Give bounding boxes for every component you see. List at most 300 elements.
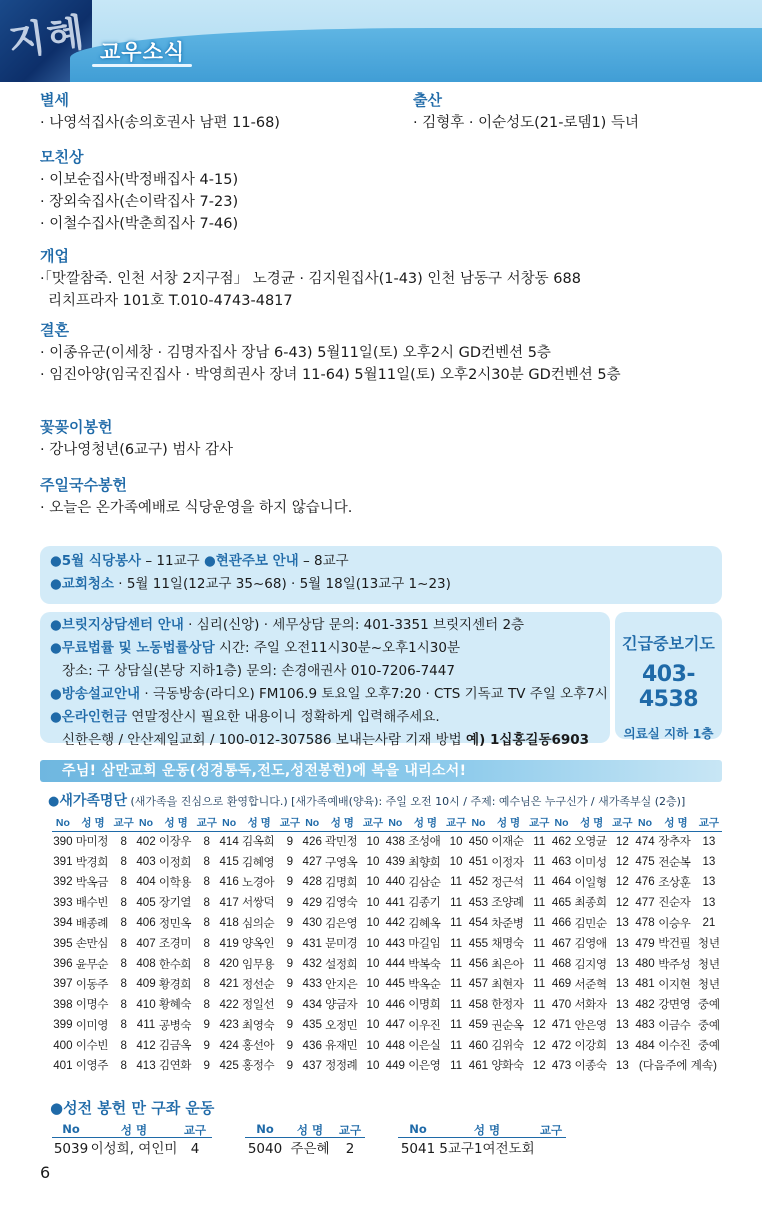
header-no: No bbox=[468, 815, 490, 831]
cell-parish: 10 bbox=[366, 1038, 380, 1052]
header-name: 성 명 bbox=[489, 815, 527, 831]
cell-no: 407 bbox=[136, 936, 156, 950]
cell-name: 손만심 bbox=[75, 937, 108, 951]
cell-parish: 13 bbox=[615, 1058, 629, 1072]
header-name: 성 명 bbox=[120, 1123, 148, 1137]
notice-row bbox=[50, 550, 712, 573]
cell-parish: 8 bbox=[120, 895, 127, 909]
notice-title: 현관주보 안내 bbox=[215, 553, 299, 569]
cell-no: 392 bbox=[53, 875, 73, 889]
page-number: 6 bbox=[40, 1163, 51, 1182]
cell-name: 설정희 bbox=[325, 957, 358, 971]
cell-name: 전순복 bbox=[658, 855, 691, 869]
cell-no: 480 bbox=[635, 957, 655, 971]
cell-name: 김지영 bbox=[574, 957, 607, 971]
cell-name: 박건필 bbox=[658, 937, 691, 951]
cell-name: 이재순 bbox=[491, 835, 524, 849]
cell-no: 428 bbox=[302, 875, 322, 889]
table-row bbox=[52, 974, 722, 994]
cell-parish: 9 bbox=[286, 1058, 294, 1072]
cell-parish: 8 bbox=[120, 855, 127, 869]
header-name: 성 명 bbox=[74, 815, 112, 831]
cell-parish: 9 bbox=[286, 997, 294, 1011]
cell-parish: 12 bbox=[615, 834, 629, 848]
notice-title: 무료법률 및 노동법률상담 bbox=[61, 640, 215, 656]
cell-parish: 13 bbox=[615, 977, 629, 991]
cell-name: 홍선아 bbox=[242, 1039, 275, 1053]
cell-name: 정일선 bbox=[242, 998, 275, 1012]
cell-parish: 9 bbox=[286, 1038, 294, 1052]
header-name: 성 명 bbox=[296, 1123, 324, 1137]
section-title: 개업 bbox=[40, 247, 69, 265]
cell-no: 461 bbox=[468, 1058, 489, 1072]
cell-parish: 12 bbox=[615, 895, 629, 909]
cell-no: 459 bbox=[468, 1018, 489, 1032]
cell-parish: 9 bbox=[286, 855, 294, 869]
cell-no: 412 bbox=[136, 1038, 156, 1052]
cell-name: 김명희 bbox=[325, 875, 358, 889]
cell-parish: 8 bbox=[120, 1038, 127, 1052]
cell-no: 424 bbox=[219, 1038, 239, 1052]
prayer-banner bbox=[40, 760, 722, 782]
cell-name: 이동주 bbox=[75, 977, 108, 991]
cell-name: 김금옥 bbox=[158, 1039, 192, 1053]
newfamily-info: [새가족예배(양육): 주일 오전 10시 / 주제: 예수님은 누구신가 / 새가족부실 (2층)] bbox=[287, 795, 686, 808]
cell-name: 김옥희 bbox=[242, 835, 275, 849]
bullet-icon: ● bbox=[50, 576, 62, 592]
newfamily-heading bbox=[48, 790, 685, 810]
cell-parish: 9 bbox=[286, 977, 294, 991]
cell-no: 478 bbox=[635, 916, 655, 930]
header-no: No bbox=[634, 815, 656, 831]
cell-name: 노경아 bbox=[242, 875, 275, 889]
header-name: 성 명 bbox=[656, 815, 696, 831]
cell-no: 458 bbox=[468, 997, 489, 1011]
cell-name: 윤무순 bbox=[75, 957, 108, 971]
cell-no: 5040 bbox=[247, 1141, 283, 1157]
cell-parish: 10 bbox=[366, 916, 380, 930]
section-title: 주일국수봉헌 bbox=[40, 476, 127, 494]
cell-name: 이미영 bbox=[75, 1018, 108, 1032]
cell-parish: 11 bbox=[533, 916, 546, 930]
banner-text: 주님! 삼만교회 운동(성경통독,전도,성전봉헌)에 복을 내리소서! bbox=[62, 763, 467, 779]
cell-name: 이수빈 bbox=[75, 1039, 108, 1053]
cell-name: 이은영 bbox=[408, 1059, 441, 1073]
cell-name: 장추자 bbox=[658, 835, 691, 849]
header-parish: 교구 bbox=[338, 1123, 362, 1137]
cell-name: 박경희 bbox=[75, 855, 108, 869]
cell-parish: 8 bbox=[120, 936, 127, 950]
cell-name: 최영숙 bbox=[242, 1018, 275, 1032]
cell-no: 5041 bbox=[400, 1141, 436, 1157]
cell-name: 강면영 bbox=[658, 998, 691, 1012]
list-item: · 김형후 · 이순성도(21-로뎀1) 득녀 bbox=[413, 115, 639, 131]
cell-name: 진순자 bbox=[658, 896, 691, 910]
cell-name: 이은실 bbox=[408, 1039, 441, 1053]
cell-parish: 8 bbox=[120, 1058, 127, 1072]
bible-title: ●성전 봉헌 만 구좌 운동 bbox=[50, 1099, 215, 1117]
cell-parish: 12 bbox=[532, 1058, 546, 1072]
cell-name: 양금자 bbox=[325, 998, 358, 1012]
list-item: · 장외숙집사(손이락집사 7-23) bbox=[40, 194, 239, 210]
cell-parish: 9 bbox=[203, 1058, 210, 1072]
cell-name: 배종례 bbox=[75, 916, 108, 930]
header-no: No bbox=[551, 815, 573, 831]
cell-name: 이정희 bbox=[158, 855, 192, 869]
section-title: 모친상 bbox=[40, 148, 84, 166]
cell-name: 임무용 bbox=[242, 957, 275, 971]
cell-no: 416 bbox=[219, 875, 239, 889]
cell-no: 456 bbox=[468, 957, 489, 971]
cell-no: 453 bbox=[468, 895, 489, 909]
cell-no: 410 bbox=[136, 997, 156, 1011]
cell-parish: 11 bbox=[533, 855, 546, 869]
notice-example: 예) 1십홍길동6903 bbox=[466, 732, 590, 748]
notice-value: 연말정산시 필요한 내용이니 정확하게 입력해주세요. bbox=[127, 709, 440, 725]
header-name: 성 명 bbox=[323, 815, 361, 831]
cell-name: 이강희 bbox=[574, 1039, 607, 1053]
section-title: 출산 bbox=[413, 91, 442, 109]
cell-parish: 8 bbox=[203, 834, 210, 848]
cell-parish: 11 bbox=[450, 1018, 463, 1032]
notice-box-service bbox=[40, 546, 722, 604]
cell-name: 공병숙 bbox=[158, 1018, 192, 1032]
cell-no: 441 bbox=[385, 895, 405, 909]
bullet-icon: ● bbox=[50, 617, 62, 633]
cell-no: 398 bbox=[53, 997, 73, 1011]
cell-no: 483 bbox=[635, 1018, 655, 1032]
cell-parish: 10 bbox=[366, 895, 380, 909]
cell-name: 조상훈 bbox=[658, 875, 691, 889]
cell-name: 유재민 bbox=[325, 1039, 358, 1053]
cell-name: 서쌍덕 bbox=[242, 896, 275, 910]
bible-row bbox=[52, 1138, 212, 1160]
cell-parish: 9 bbox=[286, 936, 294, 950]
cell-name: 정정례 bbox=[325, 1059, 358, 1073]
cell-no: 437 bbox=[302, 1058, 322, 1072]
cell-parish: 8 bbox=[120, 916, 127, 930]
cell-no: 471 bbox=[551, 1018, 572, 1032]
list-item: 리치프라자 101호 T.010-4743-4817 bbox=[48, 293, 293, 309]
cell-name: 조성애 bbox=[408, 835, 441, 849]
cell-no: 475 bbox=[635, 855, 655, 869]
cell-name: 박주성 bbox=[658, 957, 691, 971]
cell-name: 최종희 bbox=[574, 896, 607, 910]
notice-box-info bbox=[40, 612, 610, 748]
section-flower bbox=[40, 415, 233, 461]
header-no: No bbox=[135, 815, 157, 831]
cell-no: 474 bbox=[635, 834, 655, 848]
cell-name: 곽민정 bbox=[325, 835, 358, 849]
cell-no: 390 bbox=[53, 834, 73, 848]
cell-no: 462 bbox=[551, 834, 572, 848]
cell-parish: 12 bbox=[615, 875, 629, 889]
bullet-icon: ● bbox=[203, 553, 216, 569]
cell-no: 5039 bbox=[53, 1141, 89, 1157]
section-title: 꽃꽂이봉헌 bbox=[40, 418, 113, 436]
cell-no: 469 bbox=[551, 977, 572, 991]
header-name: 성 명 bbox=[240, 815, 278, 831]
cell-parish: 13 bbox=[615, 957, 629, 971]
cell-name: 오영균 bbox=[574, 835, 607, 849]
cell-parish: 8 bbox=[120, 834, 127, 848]
cell-parish: 9 bbox=[286, 1018, 294, 1032]
cell-name: 안은영 bbox=[574, 1018, 607, 1032]
bullet-icon: ● bbox=[50, 686, 62, 702]
header-no: No bbox=[256, 1122, 274, 1136]
cell-parish: 8 bbox=[203, 895, 210, 909]
cell-no: 440 bbox=[385, 875, 405, 889]
cell-no: 420 bbox=[219, 957, 239, 971]
cell-parish: 8 bbox=[203, 855, 210, 869]
cell-no: 408 bbox=[136, 957, 156, 971]
cell-parish: 중예 bbox=[697, 1018, 721, 1032]
cell-no: 391 bbox=[53, 855, 73, 869]
list-item: · 이철수집사(박춘희집사 7-46) bbox=[40, 216, 239, 232]
notice-row bbox=[50, 706, 600, 729]
cell-parish: 9 bbox=[286, 957, 294, 971]
cell-no: 460 bbox=[468, 1038, 489, 1052]
cell-no: 397 bbox=[53, 977, 73, 991]
cell-name: 오정민 bbox=[325, 1018, 358, 1032]
cell-no: 465 bbox=[551, 895, 572, 909]
cell-name: 마미정 bbox=[75, 835, 108, 849]
cell-parish: 8 bbox=[203, 875, 210, 889]
notice-row bbox=[50, 683, 608, 706]
newfamily-subtitle: (새가족을 진심으로 환영합니다.) bbox=[126, 795, 288, 808]
cell-parish: 13 bbox=[615, 916, 629, 930]
cell-parish: 10 bbox=[366, 936, 380, 950]
cell-name: 이성희, 여인미 bbox=[90, 1141, 178, 1157]
cell-name: 이지현 bbox=[658, 977, 691, 991]
cell-no: 463 bbox=[551, 855, 572, 869]
cell-parish: 11 bbox=[533, 834, 546, 848]
cell-name: 구영옥 bbox=[325, 855, 358, 869]
cell-name: 김종기 bbox=[408, 896, 441, 910]
emergency-label: 긴급중보기도 bbox=[622, 634, 715, 653]
cell-no: 442 bbox=[385, 916, 405, 930]
cell-name: 한수희 bbox=[158, 957, 192, 971]
cell-no: 435 bbox=[302, 1018, 322, 1032]
cell-parish: 13 bbox=[615, 1038, 629, 1052]
cell-no: 414 bbox=[219, 834, 239, 848]
cell-no: 451 bbox=[468, 855, 489, 869]
cell-parish: 13 bbox=[615, 997, 629, 1011]
cell-parish: 8 bbox=[203, 997, 210, 1011]
cell-no: 413 bbox=[136, 1058, 156, 1072]
notice-row bbox=[50, 729, 600, 752]
bullet-icon: ● bbox=[50, 640, 62, 656]
table-header-row bbox=[52, 815, 722, 831]
cell-parish: 8 bbox=[203, 977, 210, 991]
bible-header bbox=[398, 1122, 566, 1138]
section-mochin bbox=[40, 145, 238, 235]
cell-name: 마길임 bbox=[408, 937, 441, 951]
cell-no: 409 bbox=[136, 977, 156, 991]
table-row bbox=[52, 872, 722, 892]
cell-name: 한정자 bbox=[491, 998, 524, 1012]
list-item: · 나영석집사(송의호권사 남편 11-68) bbox=[40, 115, 280, 131]
section-byeolse bbox=[40, 88, 280, 134]
cell-parish: 10 bbox=[366, 1018, 380, 1032]
page-title: 교우소식 bbox=[100, 40, 186, 64]
cell-name: 김삼순 bbox=[408, 875, 441, 889]
cell-parish: 11 bbox=[533, 936, 546, 950]
header-no: No bbox=[62, 1122, 80, 1136]
cell-no: 438 bbox=[385, 834, 405, 848]
cell-name: 정근석 bbox=[491, 875, 524, 889]
bullet-icon: ● bbox=[50, 709, 62, 725]
cell-no: 405 bbox=[136, 895, 156, 909]
cell-no: 448 bbox=[385, 1038, 405, 1052]
cell-no: 419 bbox=[219, 936, 239, 950]
cell-parish: 중예 bbox=[697, 998, 721, 1012]
cell-name: 박옥순 bbox=[408, 977, 441, 991]
bullet-icon: ● bbox=[48, 794, 60, 809]
header-name: 성 명 bbox=[406, 815, 444, 831]
cell-parish: 11 bbox=[533, 875, 546, 889]
cell-name: 주은혜 bbox=[290, 1141, 330, 1157]
cell-name: 최현자 bbox=[491, 977, 524, 991]
header-no: No bbox=[384, 815, 406, 831]
cell-parish: 10 bbox=[366, 997, 380, 1011]
cell-parish: 9 bbox=[286, 916, 294, 930]
notice-row bbox=[50, 573, 712, 596]
notice-value: · 극동방송(라디오) FM106.9 토요일 오후7:20 · CTS 기독교 TV 주일 오후7시 bbox=[140, 686, 608, 702]
cell-name: 김은영 bbox=[325, 916, 358, 930]
cell-name: 김영애 bbox=[574, 937, 607, 951]
header-no: No bbox=[409, 1122, 427, 1136]
cell-parish: 21 bbox=[702, 916, 716, 930]
table-row bbox=[52, 831, 722, 851]
cell-name: 이명희 bbox=[408, 998, 441, 1012]
cell-name: 이종숙 bbox=[574, 1059, 607, 1073]
cell-parish bbox=[536, 1138, 566, 1160]
notice-title: 방송설교안내 bbox=[61, 686, 141, 702]
cell-parish: 13 bbox=[702, 834, 716, 848]
bible-header bbox=[245, 1122, 365, 1138]
cell-parish: 8 bbox=[120, 997, 127, 1011]
cell-no: 479 bbox=[635, 936, 655, 950]
cell-no: 449 bbox=[385, 1058, 405, 1072]
cell-no: 482 bbox=[635, 997, 655, 1011]
cell-name: 심의순 bbox=[242, 916, 275, 930]
cell-name: 황경희 bbox=[158, 977, 192, 991]
list-item: · 이보순집사(박정배집사 4-15) bbox=[40, 172, 239, 188]
cell-name: 김혜영 bbox=[242, 855, 275, 869]
cell-parish: 2 bbox=[345, 1141, 355, 1157]
cell-no: 466 bbox=[551, 916, 572, 930]
cell-no: 430 bbox=[302, 916, 322, 930]
cell-no: 404 bbox=[136, 875, 156, 889]
cell-no: 436 bbox=[302, 1038, 322, 1052]
cell-parish: 9 bbox=[286, 895, 294, 909]
newfamily-title: 새가족명단 bbox=[59, 793, 127, 809]
continued-note: (다음주에 계속) bbox=[638, 1059, 717, 1073]
bible-row bbox=[398, 1138, 566, 1160]
cell-no: 464 bbox=[551, 875, 572, 889]
cell-parish: 11 bbox=[533, 977, 546, 991]
cell-parish: 11 bbox=[450, 997, 463, 1011]
newfamily-table bbox=[52, 815, 722, 1076]
header-no: No bbox=[52, 815, 74, 831]
cell-no: 429 bbox=[302, 895, 322, 909]
cell-parish: 10 bbox=[366, 855, 380, 869]
book-label: 지혜 bbox=[5, 8, 89, 65]
cell-no: 427 bbox=[302, 855, 322, 869]
cell-name: 최은아 bbox=[491, 957, 524, 971]
header-parish: 교구 bbox=[539, 1123, 563, 1137]
cell-name: 김혜옥 bbox=[408, 916, 441, 930]
cell-no: 423 bbox=[219, 1018, 239, 1032]
section-gyeolhon bbox=[40, 318, 621, 386]
cell-name: 김연화 bbox=[158, 1059, 192, 1073]
cell-parish: 8 bbox=[120, 1018, 127, 1032]
cell-no: 468 bbox=[551, 957, 572, 971]
cell-name: 양옥인 bbox=[242, 937, 275, 951]
cell-name: 이학용 bbox=[158, 875, 192, 889]
cell-parish: 중예 bbox=[697, 1039, 721, 1053]
cell-parish: 10 bbox=[366, 1058, 380, 1072]
notice-title: 교회청소 bbox=[61, 576, 114, 592]
emergency-location: 의료실 지하 1층 bbox=[623, 726, 714, 741]
table-row bbox=[52, 953, 722, 973]
list-item: · 강나영청년(6교구) 범사 감사 bbox=[40, 442, 234, 458]
cell-no: 400 bbox=[53, 1038, 73, 1052]
cell-name: 홍정수 bbox=[242, 1059, 275, 1073]
cell-no: 472 bbox=[551, 1038, 572, 1052]
section-title: 별세 bbox=[40, 91, 69, 109]
cell-parish: 4 bbox=[190, 1141, 200, 1157]
header-no: No bbox=[301, 815, 323, 831]
notice-row: 장소: 구 상담실(본당 지하1층) 문의: 손경애권사 010-7206-7447 bbox=[62, 663, 455, 679]
cell-no: 439 bbox=[385, 855, 405, 869]
cell-name: 최향희 bbox=[408, 855, 441, 869]
header-parish: 교구 bbox=[611, 815, 634, 831]
cell-name: 이미성 bbox=[574, 855, 607, 869]
cell-name: 이우진 bbox=[408, 1018, 441, 1032]
bullet-icon: ● bbox=[50, 553, 62, 569]
cell-no: 443 bbox=[385, 936, 405, 950]
header-parish: 교구 bbox=[445, 815, 468, 831]
header-parish: 교구 bbox=[696, 815, 722, 831]
table-row bbox=[52, 1035, 722, 1055]
cell-no: 422 bbox=[219, 997, 239, 1011]
cell-parish: 10 bbox=[366, 977, 380, 991]
cell-no: 415 bbox=[219, 855, 239, 869]
cell-name: 권순옥 bbox=[491, 1018, 524, 1032]
cell-parish: 13 bbox=[702, 855, 716, 869]
cell-no: 396 bbox=[53, 957, 73, 971]
cell-parish: 11 bbox=[450, 1038, 463, 1052]
table-row bbox=[52, 994, 722, 1014]
cell-name: 문미경 bbox=[325, 937, 358, 951]
header-parish: 교구 bbox=[362, 815, 385, 831]
cell-parish: 9 bbox=[203, 1018, 210, 1032]
section-chulsan bbox=[413, 88, 639, 134]
cell-parish: 11 bbox=[450, 916, 463, 930]
cell-parish: 12 bbox=[532, 1038, 546, 1052]
header-parish: 교구 bbox=[195, 815, 218, 831]
cell-parish: 8 bbox=[203, 916, 210, 930]
notice-value: – 8교구 bbox=[298, 553, 349, 569]
cell-parish: 9 bbox=[286, 875, 294, 889]
table-row bbox=[52, 913, 722, 933]
header-parish: 교구 bbox=[183, 1123, 207, 1137]
cell-no: 447 bbox=[385, 1018, 405, 1032]
cell-parish: 12 bbox=[532, 1018, 546, 1032]
cell-no: 402 bbox=[136, 834, 156, 848]
